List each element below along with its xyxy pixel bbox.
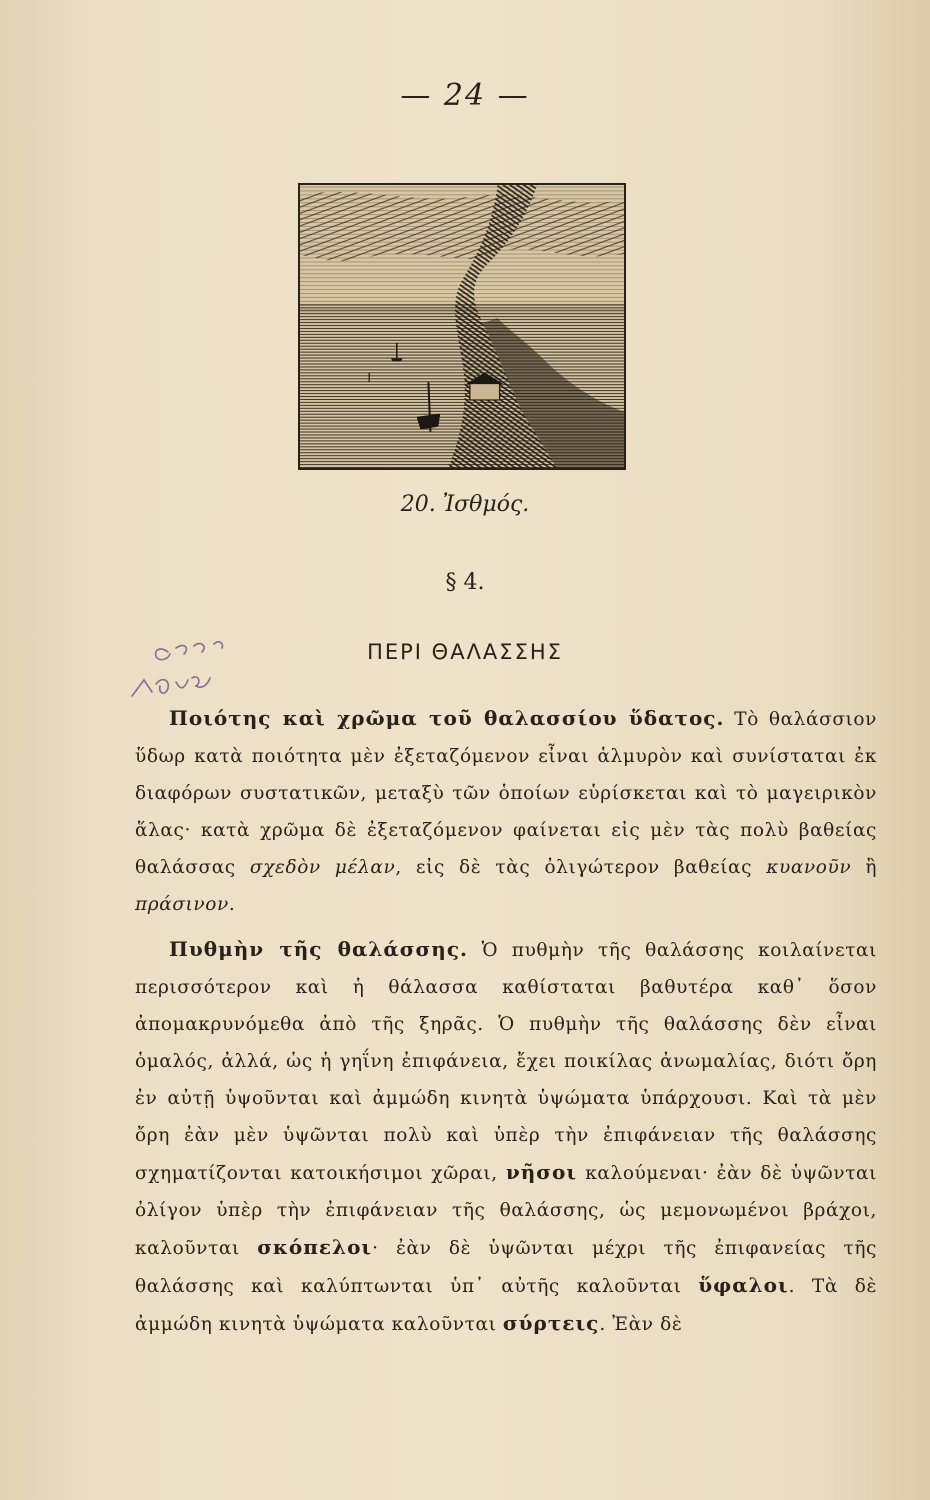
section-title: ΠΕΡΙ ΘΑΛΑΣΣΗΣ xyxy=(367,640,563,664)
paragraph-text: Ὁ πυθμὴν τῆς θαλάσσης κοιλαίνεται περισσότερον καὶ ἡ θάλασσα καθίσταται βαθυτέρα καθ᾽ ὅσον ἀπομακρυνόμεθα ἀπὸ τῆς ξηρᾶς. Ὁ πυθμὴν τῆς θαλάσσης δὲν εἶναι ὁμαλός, ἀλλά, ὡς ἡ γηΐνη ἐπιφάνεια, ἔχει ποικίλας ἀνωμαλίας, διότι ὄρη ἐν αὐτῇ ὑψοῦνται καὶ ἀμμώδη κινητὰ ὑψώματα ὑπάρχουσι. Καὶ τὰ μὲν ὄρη ἐὰν μὲν ὑψῶνται πολὺ καὶ ὑπὲρ τὴν ἐπιφάνειαν τῆς θαλάσσης σχηματίζονται κατοικήσιμοι χῶραι, xyxy=(135,940,877,1184)
paragraph-sea-water-quality xyxy=(135,700,877,923)
page-number: — 24 — xyxy=(400,78,530,113)
paragraph-text: καλούμεναι· ἐὰν δὲ ὑψῶνται ὀλίγον ὑπὲρ τὴν ἐπιφάνειαν τῆς θαλάσσης, ὡς μεμονωμένοι βράχοι, καλοῦνται xyxy=(135,1163,877,1259)
paragraph-heading: Πυθμὴν τῆς θαλάσσης. xyxy=(169,937,468,961)
bold-term: ὕφαλοι xyxy=(698,1273,789,1297)
body-text xyxy=(135,700,877,1343)
isthmus-engraving xyxy=(298,183,626,470)
bold-term: σύρτεις xyxy=(502,1311,600,1335)
paragraph-text: . xyxy=(228,894,236,915)
paragraph-text: ἢ xyxy=(851,857,878,878)
paragraph-text: Τὸ θαλάσσιον ὕδωρ κατὰ ποιότητα μὲν ἐξεταζόμενον εἶναι ἁλμυρὸν καὶ συνίσταται ἐκ διαφόρων συστατικῶν, μεταξὺ τῶν ὁποίων εὑρίσκεται καὶ τὸ μαγειρικὸν ἅλας· κατὰ χρῶμα δὲ ἐξεταζόμενον φαίνεται εἰς μὲν τὰς πολὺ βαθείας θαλάσσας xyxy=(135,709,877,878)
paragraph-sea-floor xyxy=(135,931,877,1343)
paragraph-heading: Ποιότης καὶ χρῶμα τοῦ θαλασσίου ὕδατος. xyxy=(169,706,725,730)
isthmus-illustration xyxy=(300,185,624,468)
bold-term: νῆσοι xyxy=(505,1160,578,1184)
bold-term: σκόπελοι xyxy=(257,1235,373,1259)
paragraph-text: . Ἐὰν δὲ xyxy=(599,1314,683,1335)
italic-term: σχεδὸν μέλαν xyxy=(249,857,396,878)
paragraph-text: · ἐὰν δὲ ὑψῶνται μέχρι τῆς ἐπιφανείας τῆς θαλάσσης καὶ καλύπτωνται ὑπ᾽ αὐτῆς καλοῦνται xyxy=(135,1238,877,1297)
italic-term: κυανοῦν xyxy=(766,857,852,878)
paragraph-text: . Τὰ δὲ ἀμμώδη κινητὰ ὑψώματα καλοῦνται xyxy=(135,1276,877,1335)
figure-caption: 20. Ἰσθμός. xyxy=(400,492,530,517)
section-mark: § 4. xyxy=(445,570,485,595)
paragraph-text: , εἰς δὲ τὰς ὀλιγώτερον βαθείας xyxy=(395,857,767,878)
italic-term: πράσινον xyxy=(135,894,229,915)
